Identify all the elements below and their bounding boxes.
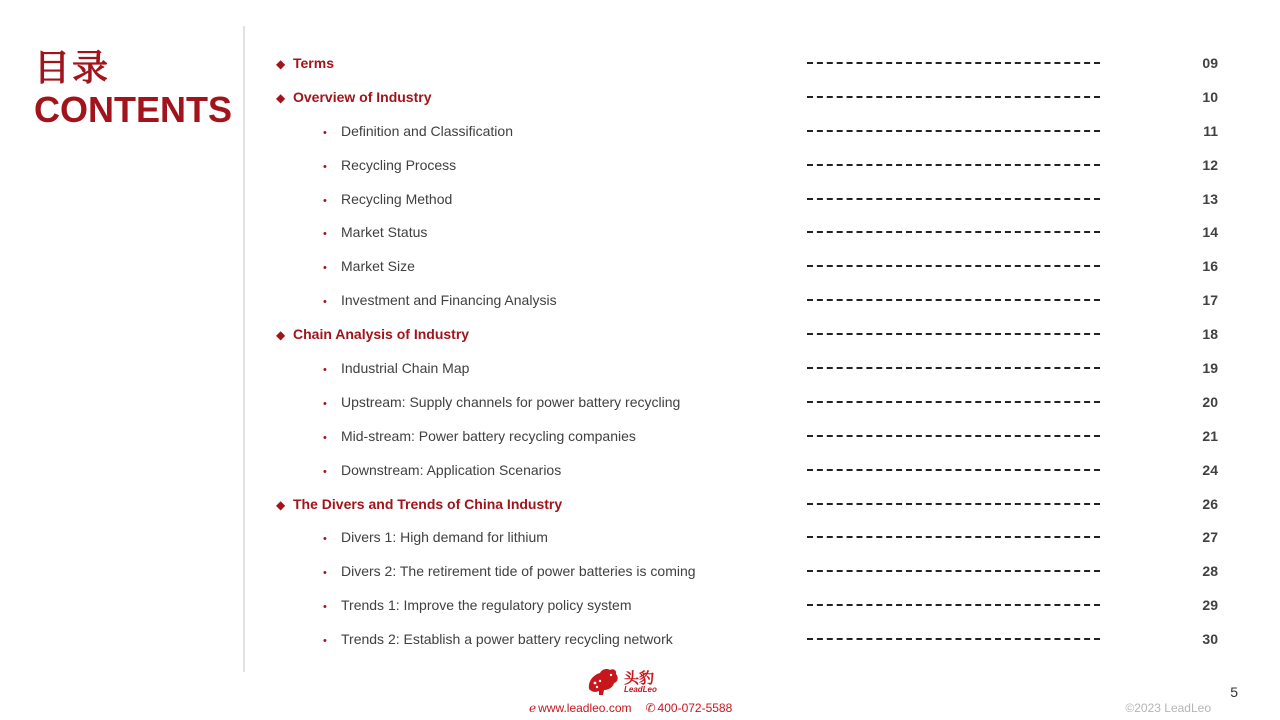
toc-page-number: 12 (1202, 156, 1218, 173)
toc-subsection-row[interactable] (0, 519, 1280, 553)
toc-entry-label (276, 88, 431, 107)
logo-english-text: LeadLeo (624, 684, 657, 694)
toc-section-row[interactable] (0, 79, 1280, 113)
toc-page-number: 18 (1202, 326, 1218, 343)
dot-bullet-icon: • (323, 126, 327, 139)
toc-entry-label (276, 54, 334, 73)
globe-e-icon: ℯ (529, 701, 537, 715)
toc-page-number: 20 (1202, 393, 1218, 410)
toc-entry-text: Industrial Chain Map (341, 360, 470, 377)
toc-entry-label (323, 562, 696, 582)
toc-page-number: 14 (1202, 224, 1218, 241)
toc-page-number: 17 (1202, 292, 1218, 309)
dotted-leader (807, 62, 1100, 64)
dot-bullet-icon: • (323, 431, 327, 444)
toc-entry-label (323, 461, 561, 481)
toc-entry-text: Trends 1: Improve the regulatory policy system (341, 597, 632, 614)
toc-entry-label (323, 223, 427, 243)
toc-subsection-row[interactable] (0, 452, 1280, 486)
toc-page-number: 29 (1202, 597, 1218, 614)
toc-entry-label (323, 630, 673, 650)
toc-entry-label (323, 427, 636, 447)
toc-page-number: 27 (1202, 529, 1218, 546)
toc-entry-text: Investment and Financing Analysis (341, 292, 557, 309)
dotted-leader (807, 164, 1100, 166)
toc-entry-text: Market Size (341, 258, 415, 275)
toc-page-number: 24 (1202, 461, 1218, 478)
dotted-leader (807, 367, 1100, 369)
dotted-leader (807, 96, 1100, 98)
toc-subsection-row[interactable] (0, 350, 1280, 384)
dot-bullet-icon: • (323, 228, 327, 241)
toc-entry-text: Upstream: Supply channels for power battery recycling (341, 393, 681, 410)
dotted-leader (807, 299, 1100, 301)
toc-subsection-row[interactable] (0, 214, 1280, 248)
leadleo-logo (586, 667, 657, 697)
toc-subsection-row[interactable] (0, 587, 1280, 621)
dot-bullet-icon: • (323, 567, 327, 580)
toc-page-number: 16 (1202, 258, 1218, 275)
phone-number: 400-072-5588 (657, 701, 733, 715)
dot-bullet-icon: • (323, 194, 327, 207)
toc-page-number: 21 (1202, 427, 1218, 444)
dotted-leader (807, 604, 1100, 606)
slide-number: 5 (1230, 684, 1238, 700)
toc-entry-label (323, 291, 557, 311)
toc-entry-label (276, 495, 562, 514)
dot-bullet-icon: • (323, 465, 327, 478)
dotted-leader (807, 198, 1100, 200)
toc-entry-label (323, 393, 680, 413)
toc-entry-text: Chain Analysis of Industry (293, 326, 470, 343)
toc-entry-text: Recycling Process (341, 156, 457, 173)
toc-page-number: 26 (1202, 495, 1218, 512)
dot-bullet-icon: • (323, 601, 327, 614)
toc-entry-label (323, 190, 452, 210)
dotted-leader (807, 231, 1100, 233)
title-chinese: 目录 (34, 48, 111, 89)
copyright-text: ©2023 LeadLeo (1125, 701, 1211, 715)
toc-entry-label (323, 156, 456, 176)
dotted-leader (807, 265, 1100, 267)
toc-subsection-row[interactable] (0, 384, 1280, 418)
footer-contact (529, 701, 732, 715)
toc-section-row[interactable] (0, 45, 1280, 79)
toc-subsection-row[interactable] (0, 282, 1280, 316)
toc-entry-text: The Divers and Trends of China Industry (293, 495, 563, 512)
toc-entry-text: Trends 2: Establish a power battery recycling network (341, 631, 673, 648)
dot-bullet-icon: • (323, 533, 327, 546)
toc-section-row[interactable] (0, 316, 1280, 350)
toc-section-row[interactable] (0, 486, 1280, 520)
toc-entry-label (323, 122, 513, 142)
toc-entry-text: Downstream: Application Scenarios (341, 461, 562, 478)
dotted-leader (807, 638, 1100, 640)
diamond-bullet-icon: ◆ (276, 328, 286, 343)
dotted-leader (807, 503, 1100, 505)
toc-page-number: 19 (1202, 360, 1218, 377)
diamond-bullet-icon: ◆ (276, 57, 286, 71)
toc-subsection-row[interactable] (0, 113, 1280, 147)
toc-subsection-row[interactable] (0, 553, 1280, 587)
toc-page-number: 10 (1202, 88, 1218, 105)
dot-bullet-icon: • (323, 160, 327, 173)
toc-page-number: 28 (1202, 563, 1218, 580)
toc-subsection-row[interactable] (0, 181, 1280, 215)
toc-page-number: 09 (1202, 55, 1218, 71)
toc-page-number: 30 (1202, 631, 1218, 648)
toc-entry-text: Divers 2: The retirement tide of power batteries is coming (341, 563, 696, 580)
toc-entry-text: Mid-stream: Power battery recycling companies (341, 427, 636, 444)
toc-entry-text: Divers 1: High demand for lithium (341, 529, 548, 546)
dotted-leader (807, 333, 1100, 335)
dot-bullet-icon: • (323, 262, 327, 275)
dotted-leader (807, 401, 1100, 403)
dot-bullet-icon: • (323, 397, 327, 410)
diamond-bullet-icon: ◆ (276, 497, 286, 512)
dotted-leader (807, 130, 1100, 132)
toc-subsection-row[interactable] (0, 621, 1280, 655)
dot-bullet-icon: • (323, 635, 327, 648)
table-of-contents (0, 45, 1280, 655)
leopard-logo-icon (586, 667, 620, 697)
dotted-leader (807, 536, 1100, 538)
toc-entry-text: Market Status (341, 224, 428, 241)
toc-entry-text: Overview of Industry (293, 88, 432, 105)
toc-subsection-row[interactable] (0, 248, 1280, 282)
dotted-leader (807, 469, 1100, 471)
toc-entry-text: Recycling Method (341, 190, 453, 207)
toc-entry-text: Terms (293, 55, 334, 71)
diamond-bullet-icon: ◆ (276, 90, 286, 105)
website-link[interactable]: www.leadleo.com (538, 701, 632, 715)
dotted-leader (807, 570, 1100, 572)
dotted-leader (807, 435, 1100, 437)
toc-page-number: 13 (1202, 190, 1218, 207)
title-english: CONTENTS (34, 89, 232, 130)
dot-bullet-icon: • (323, 296, 327, 309)
toc-entry-label (276, 325, 469, 344)
toc-entry-label (323, 359, 469, 379)
toc-subsection-row[interactable] (0, 418, 1280, 452)
dot-bullet-icon: • (323, 364, 327, 377)
phone-icon: ✆ (645, 701, 656, 715)
toc-page-number: 11 (1203, 122, 1218, 139)
toc-entry-label (323, 257, 415, 277)
toc-subsection-row[interactable] (0, 147, 1280, 181)
toc-entry-text: Definition and Classification (341, 122, 513, 139)
logo-chinese-text: 头豹 (624, 668, 655, 687)
toc-entry-label (323, 596, 632, 616)
toc-entry-label (323, 528, 548, 548)
